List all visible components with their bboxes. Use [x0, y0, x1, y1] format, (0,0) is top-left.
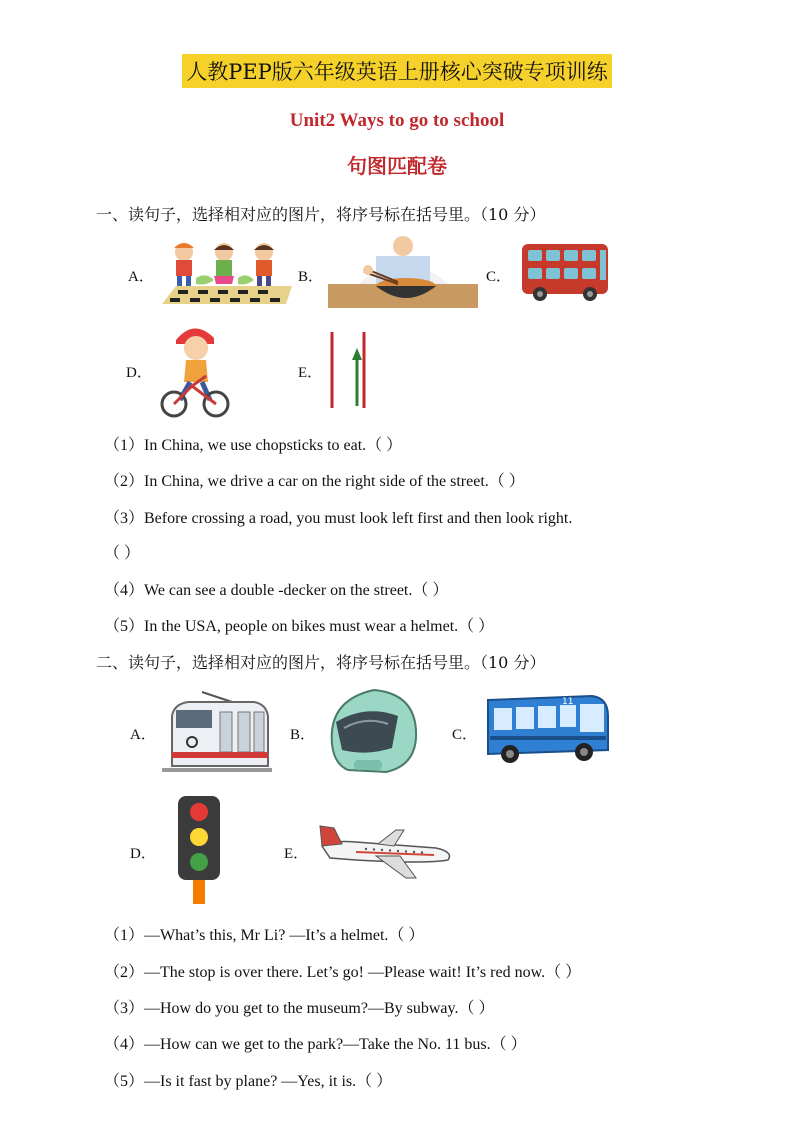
part2-option-a-label: A．: [130, 727, 156, 743]
part1-question-3: （3）Before crossing a road, you must look left first and then look right.: [104, 510, 573, 527]
part2-question-2: （2）—The stop is over there. Let’s go! —Please wait! It’s red now.（ ）: [104, 964, 582, 981]
part1-question-2: （2）In China, we drive a car on the right side of the street.（ ）: [104, 473, 525, 490]
eating-with-chopsticks-image: [328, 236, 478, 308]
part2-question-4: （4）—How can we get to the park?—Take the No. 11 bus.（ ）: [104, 1036, 527, 1053]
right-side-arrow-image: [326, 330, 370, 410]
crossing-children-image: [156, 238, 292, 306]
part2-option-c-label: C．: [452, 727, 478, 743]
bus-image: [484, 692, 612, 768]
part2-question-5: （5）—Is it fast by plane? —Yes, it is.（ ）: [104, 1073, 393, 1090]
page-title: 人教PEP版六年级英语上册核心突破专项训练: [182, 54, 612, 88]
bus-number-label: 11: [562, 697, 574, 707]
part1-option-e-label: E．: [298, 365, 323, 381]
part1-option-d-label: D．: [126, 365, 152, 381]
child-on-bike-with-helmet-image: [160, 320, 230, 418]
paper-title: 句图匹配卷: [347, 154, 447, 178]
part2-question-1: （1）—What’s this, Mr Li? —It’s a helmet.（ ）: [104, 927, 425, 944]
part1-instruction: 一、读句子，选择相对应的图片，将序号标在括号里。（10 分）: [96, 205, 546, 224]
part1-question-1: （1）In China, we use chopsticks to eat.（ ）: [104, 437, 403, 454]
title-wrapper: [0, 54, 794, 88]
part2-instruction: 二、读句子，选择相对应的图片，将序号标在括号里。（10 分）: [96, 653, 546, 672]
double-decker-bus-image: [520, 242, 610, 302]
traffic-light-image: [174, 794, 224, 906]
part2-question-3: （3）—How do you get to the museum?—By subway.（ ）: [104, 1000, 495, 1017]
part1-question-4: （4）We can see a double -decker on the street.（ ）: [104, 582, 449, 599]
plane-image: [316, 820, 456, 882]
part1-option-a-label: A．: [128, 269, 154, 285]
part2-option-d-label: D．: [130, 846, 156, 862]
part1-option-c-label: C．: [486, 269, 512, 285]
subway-train-image: [162, 690, 272, 774]
part1-option-b-label: B．: [298, 269, 324, 285]
unit-title: Unit2 Ways to go to school: [289, 110, 505, 131]
part2-option-e-label: E．: [284, 846, 309, 862]
part2-option-b-label: B．: [290, 727, 316, 743]
part1-question-3-blank: （ ）: [104, 545, 141, 562]
part1-question-5: （5）In the USA, people on bikes must wear a helmet.（ ）: [104, 618, 495, 635]
helmet-image: [326, 686, 422, 776]
